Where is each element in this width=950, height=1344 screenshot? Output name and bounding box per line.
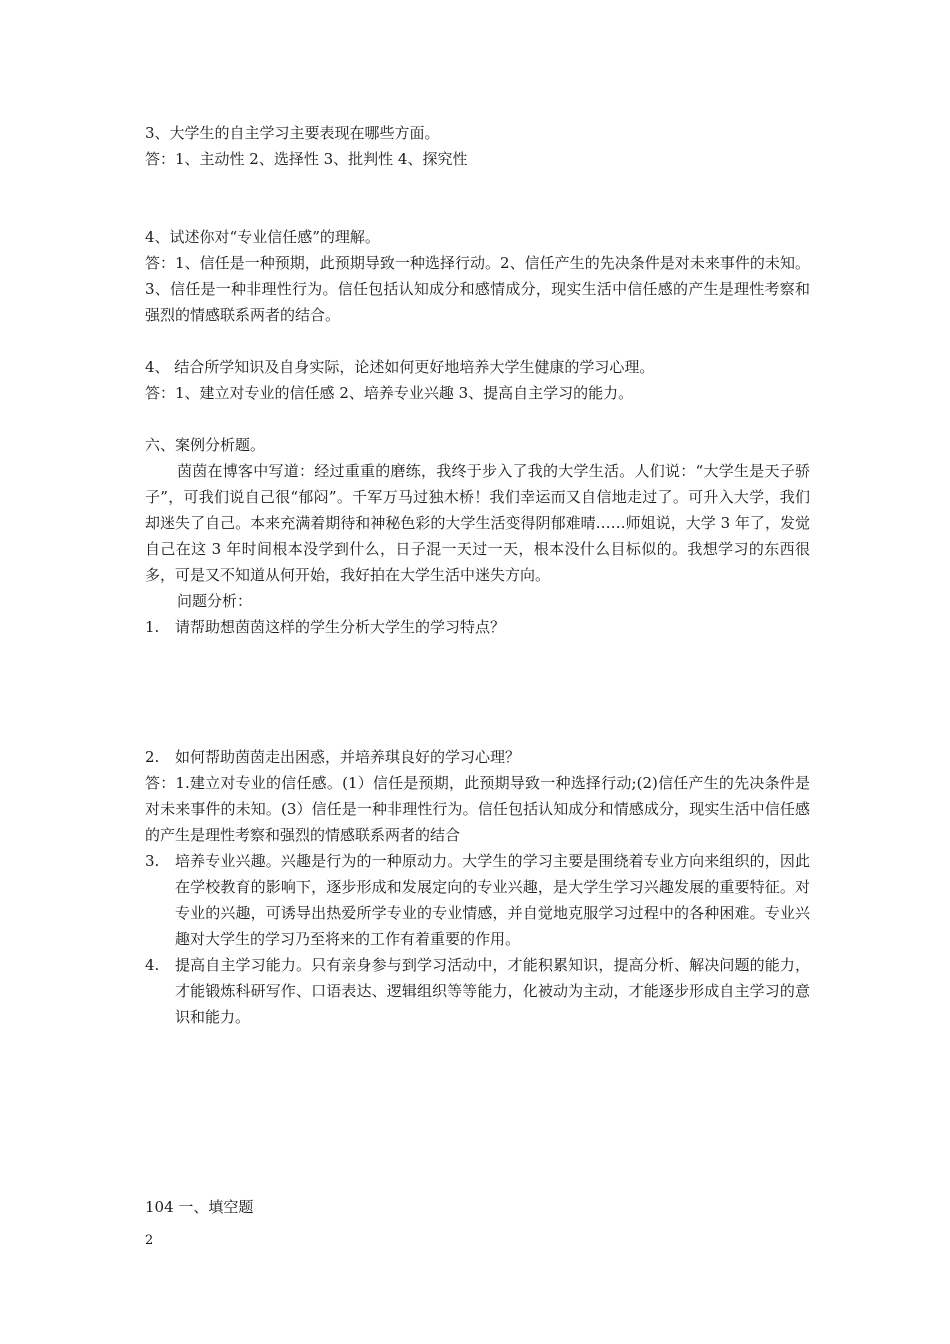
spacer: [145, 406, 810, 432]
next-section-heading: 104 一、填空题: [145, 1198, 254, 1216]
case-heading: 六、案例分析题。: [145, 436, 266, 454]
document-body: [145, 120, 810, 1030]
analysis-label: 问题分析：: [177, 592, 253, 610]
case-question-1-text: 请帮助想茵茵这样的学生分析大学生的学习特点？: [175, 618, 506, 636]
case-item-3: [145, 848, 810, 952]
spacer: [145, 640, 810, 744]
list-number: 3.: [145, 852, 160, 870]
spacer: [145, 172, 810, 224]
answer-3: 答：1、主动性 2、选择性 3、批判性 4、探究性: [145, 150, 468, 168]
answer-4b: 答：1、建立对专业的信任感 2、培养专业兴趣 3、提高自主学习的能力。: [145, 384, 634, 402]
list-number: 2.: [145, 748, 160, 766]
case-item-4: [145, 952, 810, 1030]
case-question-2: [145, 744, 810, 770]
list-number: 1.: [145, 618, 160, 636]
case-question-2-text: 如何帮助茵茵走出困惑，并培养琪良好的学习心理？: [175, 748, 521, 766]
page-number: 2: [145, 1233, 154, 1248]
question-4b: 4、 结合所学知识及自身实际，论述如何更好地培养大学生健康的学习心理。: [145, 358, 655, 376]
case-item-4-text: 提高自主学习能力。只有亲身参与到学习活动中，才能积累知识，提高分析、解决问题的能力，才能锻炼科研写作、口语表达、逻辑组织等等能力，化被动为主动，才能逐步形成自主学习的意识和能力。: [175, 956, 810, 1026]
case-story: 茵茵在博客中写道：经过重重的磨练，我终于步入了我的大学生活。人们说：“大学生是天子骄子”，可我们说自己很“郁闷”。千军万马过独木桥！我们幸运而又自信地走过了。可升入大学，我们却迷失了自己。本来充满着期待和神秘色彩的大学生活变得阴郁难晴……师姐说，大学 3 年了，发觉自己在这 3 年时间根本没学到什么，日子混一天过一天，根本没什么目标似的。我想学习的东西很多，可是又不知道从何开始，我好拍在大学生活中迷失方向。: [145, 462, 810, 584]
case-item-3-text: 培养专业兴趣。兴趣是行为的一种原动力。大学生的学习主要是围绕着专业方向来组织的，因此在学校教育的影响下，逐步形成和发展定向的专业兴趣，是大学生学习兴趣发展的重要特征。对专业的兴趣，可诱导出热爱所学专业的专业情感，并自觉地克服学习过程中的各种困难。专业兴趣对大学生的学习乃至将来的工作有着重要的作用。: [175, 852, 810, 948]
list-number: 4.: [145, 956, 160, 974]
spacer: [145, 328, 810, 354]
case-question-1: [145, 614, 810, 640]
answer-4a: 答：1、信任是一种预期，此预期导致一种选择行动。2、信任产生的先决条件是对未来事件的未知。3、信任是一种非理性行为。信任包括认知成分和感情成分，现实生活中信任感的产生是理性考察和强烈的情感联系两者的结合。: [145, 254, 810, 324]
question-3: 3、大学生的自主学习主要表现在哪些方面。: [145, 124, 440, 142]
case-answer-2: 答：1.建立对专业的信任感。(1）信任是预期，此预期导致一种选择行动;(2)信任产生的先决条件是对未来事件的未知。(3）信任是一种非理性行为。信任包括认知成分和情感成分，现实生活中信任感的产生是理性考察和强烈的情感联系两者的结合: [145, 774, 810, 844]
question-4a: 4、试述你对“专业信任感”的理解。: [145, 228, 380, 246]
